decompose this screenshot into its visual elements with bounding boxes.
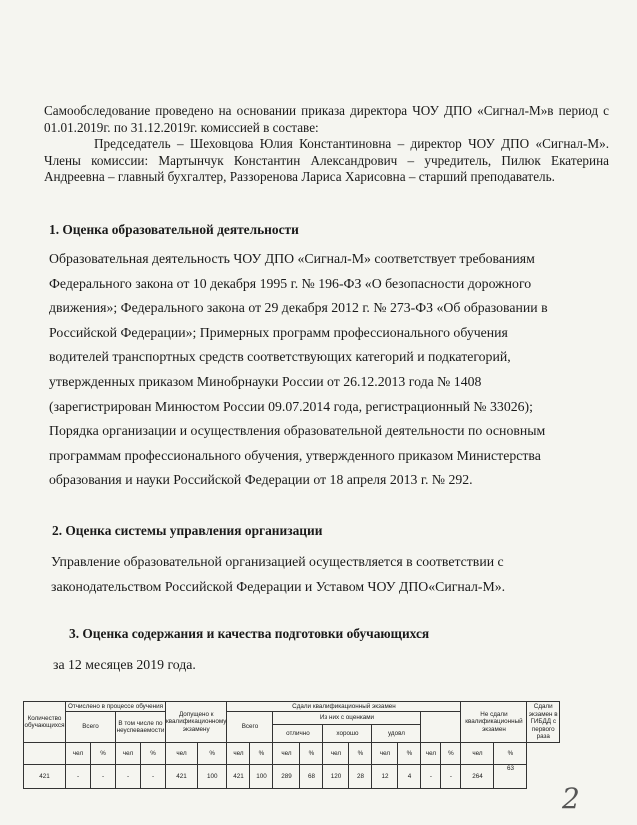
unit-cell: % [494,743,527,765]
header-expelled-total: Всего [66,712,116,743]
unit-cell: % [300,743,323,765]
table-cell: 421 [166,765,198,789]
table-cell: - [421,765,441,789]
results-table [23,701,560,789]
section-2-heading: 2. Оценка системы управления организации [52,523,323,538]
table-cell: 264 [461,765,494,789]
table-cell: - [116,765,141,789]
unit-cell: % [250,743,273,765]
unit-cell: чел [461,743,494,765]
table-cell: 12 [372,765,398,789]
header-good: хорошо [323,725,372,743]
table-cell: 421 [227,765,250,789]
unit-cell: чел [166,743,198,765]
period-text: за 12 месяцев 2019 года. [53,657,196,672]
table-cell: 4 [398,765,421,789]
header-passed-total: Всего [227,712,273,743]
unit-cell: чел [323,743,349,765]
header-excellent: отлично [273,725,323,743]
header-expelled: Отчислено в процессе обучения [66,702,166,712]
unit-cell: чел [116,743,141,765]
header-admitted: Допущено к квалификационному экзамену [166,702,227,743]
header-of-them: Из них с оценками [273,712,421,725]
section-2-text: Управление образовательной организацией осуществляется в соответствии с законодательством Российской Федерации и Уставом ЧОУ ДПО«Сигнал-М». [51,554,506,594]
header-satisfactory: удовл [372,725,421,743]
table-cell: 28 [349,765,372,789]
unit-cell: % [349,743,372,765]
unit-cell: % [198,743,227,765]
unit-cell: чел [421,743,441,765]
header-gibdd: Сдали экзамен в ГИБДД с первого раза [527,702,560,743]
table-cell: 289 [273,765,300,789]
intro-line: Самообследование проведено на основании приказа директора ЧОУ ДПО «Сигнал-М»в период с 01.01.2019г. по 31.12.2019г. комиссией в составе: [44,103,609,135]
header-fail: В том числе по неуспеваемости [116,712,166,743]
unit-cell: чел [273,743,300,765]
header-not-passed: Не сдали квалификационный экзамен [461,702,527,743]
table-cell: 100 [198,765,227,789]
unit-cell: чел [66,743,91,765]
table-cell: - [141,765,166,789]
intro-block [44,103,609,186]
table-cell: 421 [24,765,66,789]
unit-cell: % [141,743,166,765]
header-passed: Сдали квалификационный экзамен [227,702,461,712]
unit-cell: % [91,743,116,765]
section-1-heading: 1. Оценка образовательной деятельности [49,222,299,237]
table-cell: - [91,765,116,789]
page-number: 2 [562,782,580,815]
table-cell: - [441,765,461,789]
table-cell: 63 [494,765,527,789]
header-count: Количество обучающихся [24,702,66,743]
unit-cell: % [398,743,421,765]
commission-members: Председатель – Шеховцова Юлия Константиновна – директор ЧОУ ДПО «Сигнал-М». Члены комиссии: Мартынчук Константин Александрович – учредитель, Пилюк Екатерина Андреевна – главный бухгалтер, Раззоренова Лариса Харисовна – старший преподаватель. [44,136,609,184]
table-cell: 120 [323,765,349,789]
section-3-heading: 3. Оценка содержания и качества подготовки обучающихся [69,626,430,641]
table-cell: 68 [300,765,323,789]
section-1-text: Образовательная деятельность ЧОУ ДПО «Сигнал-М» соответствует требованиям Федерального закона от 10 декабря 1995 г. № 196-ФЗ «О безопасности дорожного движения»; Федерального закона от 29 декабря 2012 г. № 273-ФЗ «Об образовании в Российской Федерации»; Примерных программ профессионального обучения водителей транспортных средств соответствующих категорий и подкатегорий, утвержденных приказом Минобрнауки России от 26.12.2013 года № 1408 (зарегистрирован Минюстом России 09.07.2014 года, регистрационный № 33026); Порядка организации и осуществления образовательной деятельности по основным программам профессионального обучения, утвержденного приказом Министерства образования и науки Российской Федерации от 18 апреля 2013 г. № 292. [49,251,548,488]
unit-cell: чел [372,743,398,765]
unit-cell: % [441,743,461,765]
table-cell: 100 [250,765,273,789]
table-cell: - [66,765,91,789]
unit-cell: чел [227,743,250,765]
unit-cell [24,743,66,765]
table-row [24,765,560,789]
